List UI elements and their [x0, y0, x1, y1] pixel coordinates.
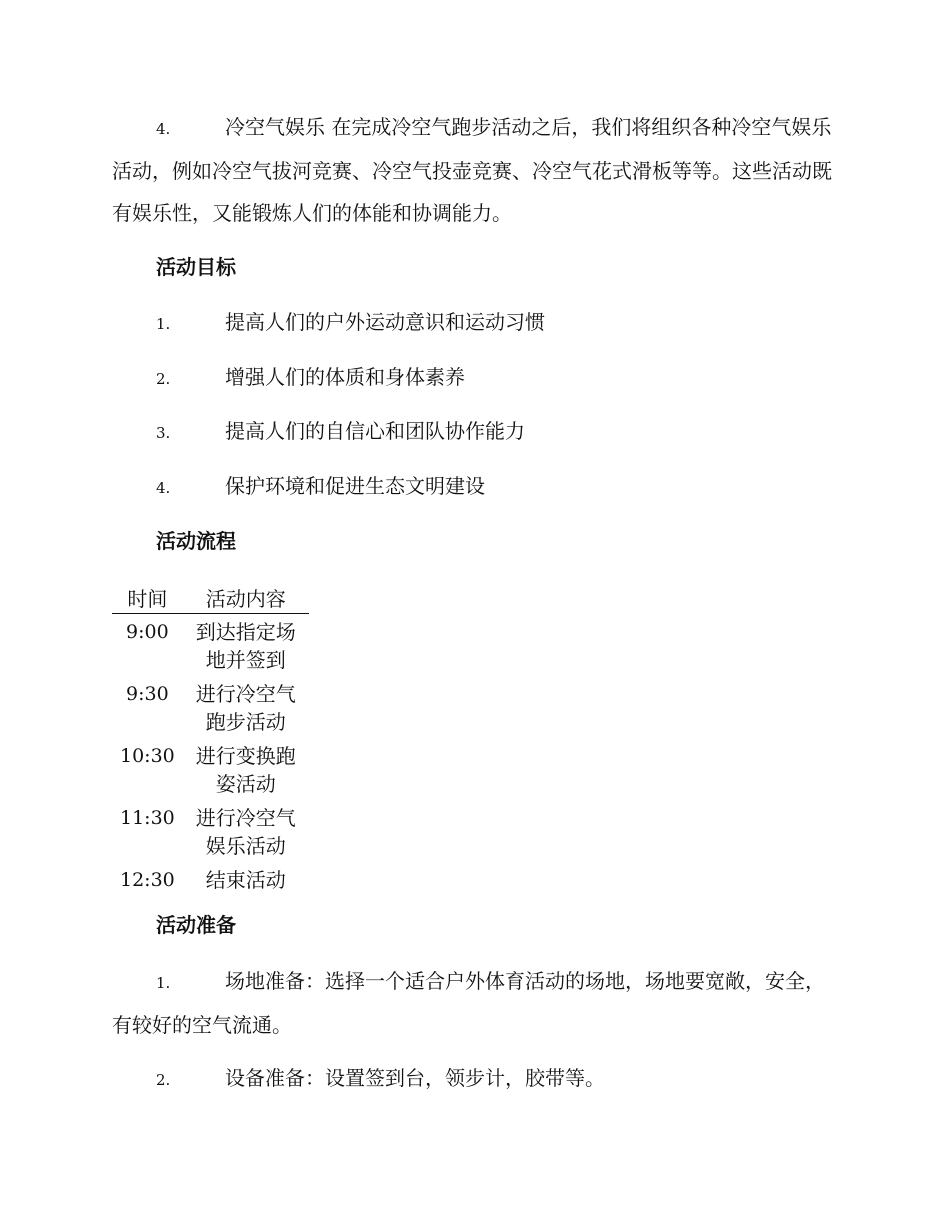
- goal-item-number: 1.: [156, 315, 171, 333]
- row-content: 进行冷空气跑步活动: [195, 682, 296, 734]
- row-time: 9:30: [126, 683, 169, 705]
- table-row: [112, 800, 309, 862]
- table-row: [112, 676, 309, 738]
- schedule-table: [112, 581, 309, 896]
- section-4-paragraph: [112, 106, 842, 234]
- row-time: 10:30: [120, 745, 175, 767]
- table-row: [112, 614, 309, 677]
- paragraph-text: 冷空气娱乐 在完成冷空气跑步活动之后，我们将组织各种冷空气娱乐活动，例如冷空气拔河竞赛、冷空气投壶竞赛、冷空气花式滑板等等。这些活动既有娱乐性，又能锻炼人们的体能和协调能力。: [112, 115, 832, 225]
- header-content: 活动内容: [183, 581, 309, 614]
- goals-heading: 活动目标: [156, 255, 236, 279]
- prep-item: [112, 960, 842, 1046]
- goal-item-number: 3.: [156, 424, 171, 442]
- goal-item: [156, 416, 525, 448]
- prep-heading: 活动准备: [156, 913, 236, 937]
- row-content: 到达指定场地并签到: [195, 620, 296, 672]
- prep-item-text: 设备准备：设置签到台，领步计，胶带等。: [225, 1066, 605, 1090]
- prep-item-number: 1.: [156, 974, 171, 992]
- row-time: 9:00: [126, 621, 169, 643]
- row-time: 11:30: [120, 807, 175, 829]
- paragraph-number: 4.: [156, 120, 171, 138]
- prep-item: [112, 1057, 842, 1101]
- goal-item: [156, 362, 465, 394]
- table-row: [112, 738, 309, 800]
- prep-item-number: 2.: [156, 1071, 171, 1089]
- goal-item-text: 提高人们的自信心和团队协作能力: [225, 419, 525, 443]
- row-content: 进行变换跑姿活动: [195, 744, 296, 796]
- goal-item-text: 增强人们的体质和身体素养: [225, 365, 465, 389]
- goal-item-text: 提高人们的户外运动意识和运动习惯: [225, 310, 545, 334]
- goal-item-number: 2.: [156, 370, 171, 388]
- goal-item-text: 保护环境和促进生态文明建设: [225, 474, 485, 498]
- header-time: 时间: [112, 581, 183, 614]
- row-time: 12:30: [120, 869, 175, 891]
- process-heading: 活动流程: [156, 529, 236, 553]
- goal-item: [156, 307, 545, 339]
- row-content: 结束活动: [205, 868, 286, 892]
- table-row: [112, 862, 309, 896]
- row-content: 进行冷空气娱乐活动: [195, 806, 296, 858]
- prep-item-text: 场地准备：选择一个适合户外体育活动的场地，场地要宽敞，安全，有较好的空气流通。: [112, 969, 825, 1037]
- table-header-row: [112, 581, 309, 614]
- goal-item: [156, 471, 485, 503]
- goal-item-number: 4.: [156, 479, 171, 497]
